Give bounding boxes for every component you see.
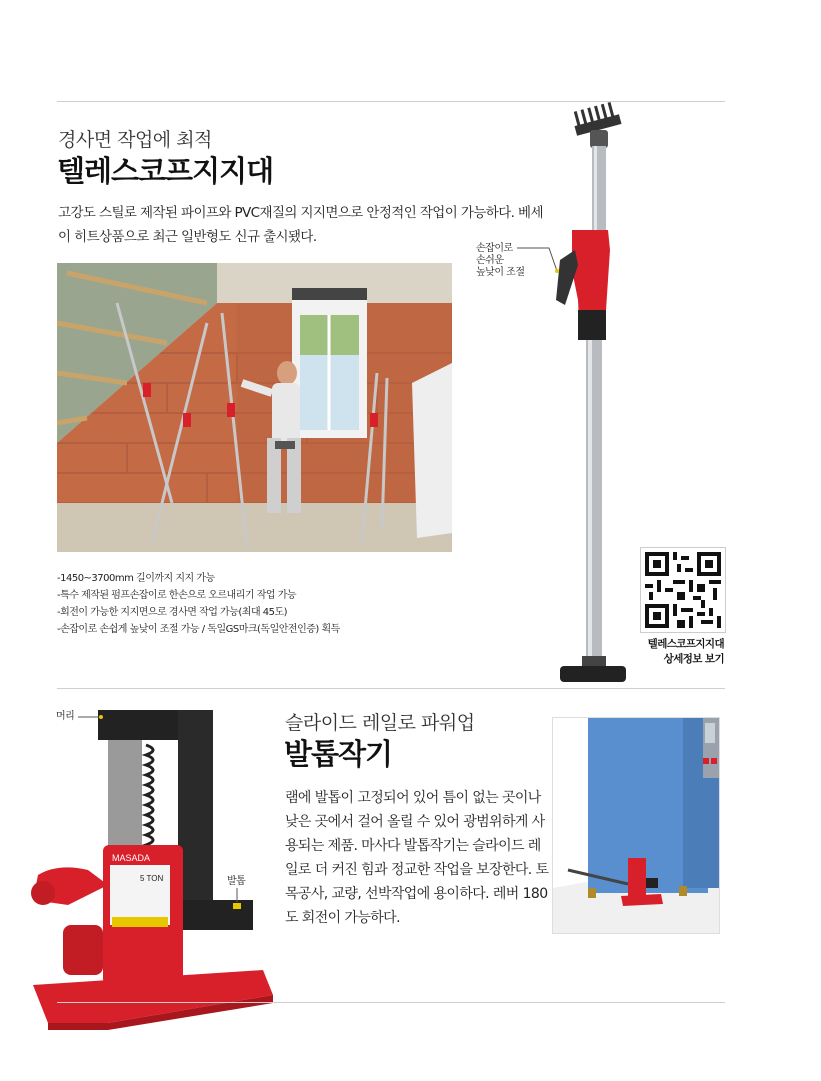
qr-caption-line: 상세정보 보기 [663,653,724,665]
label-claw: 발톱 [227,876,246,887]
section2-description: 램에 발톱이 고정되어 있어 틈이 없는 곳이나 낮은 곳에서 걸어 올릴 수 있어 광범위하게 사용되는 제품. 마사다 발톱작기는 슬라이드 레일로 더 커진 힘과 정교한 작업을 보장한다. 토목공사, 교량, 선박작업에 용이하다. 레버 180도 회전이 가능하다. [285,790,549,926]
feature-list [57,570,340,638]
jack-brand-label: MASADA [112,853,151,863]
feature-item: -회전이 가능한 지지면으로 경사면 작업 가능(최대 45도) [57,607,288,618]
jack-capacity-label: 5 TON [140,874,164,883]
head-leader-line [78,712,108,722]
callout-leader-line [515,245,565,275]
feature-item: -특수 제작된 펌프손잡이로 한손으로 오르내리기 작업 가능 [57,590,297,601]
section1-description: 고강도 스틸로 제작된 파이프와 PVC재질의 지지면으로 안정적인 작업이 가능하다. 베세이 히트상품으로 최근 일반형도 신규 출시됐다. [58,205,543,245]
section1-subtitle: 경사면 작업에 최적 [58,129,212,151]
section2-subtitle: 슬라이드 레일로 파워업 [285,712,475,734]
callout-line: 손잡이로 [476,243,513,254]
callout-line: 높낮이 조절 [476,267,525,278]
middle-divider [57,688,725,689]
qr-code[interactable] [640,547,726,633]
claw-jack-image [28,705,278,1030]
qr-caption-line: 텔레스코프지지대 [647,638,724,650]
qr-caption [620,637,724,667]
bottom-divider [57,1002,725,1003]
claw-leader-line [232,888,242,908]
feature-item: -손잡이로 손쉽게 높낮이 조절 가능 / 독일GS마크(독일안전인증) 획득 [57,624,340,635]
jack-usage-illustration [552,717,720,934]
section1-title: 텔레스코프지지대 [57,154,274,188]
telescopic-support-pole-image [520,100,660,695]
label-head: 머리 [56,711,75,722]
section2-title: 발톱작기 [284,737,393,771]
attic-work-photo [57,263,452,552]
callout-line: 손쉬운 [476,255,504,266]
feature-item: -1450~3700mm 길이까지 지지 가능 [57,573,215,584]
